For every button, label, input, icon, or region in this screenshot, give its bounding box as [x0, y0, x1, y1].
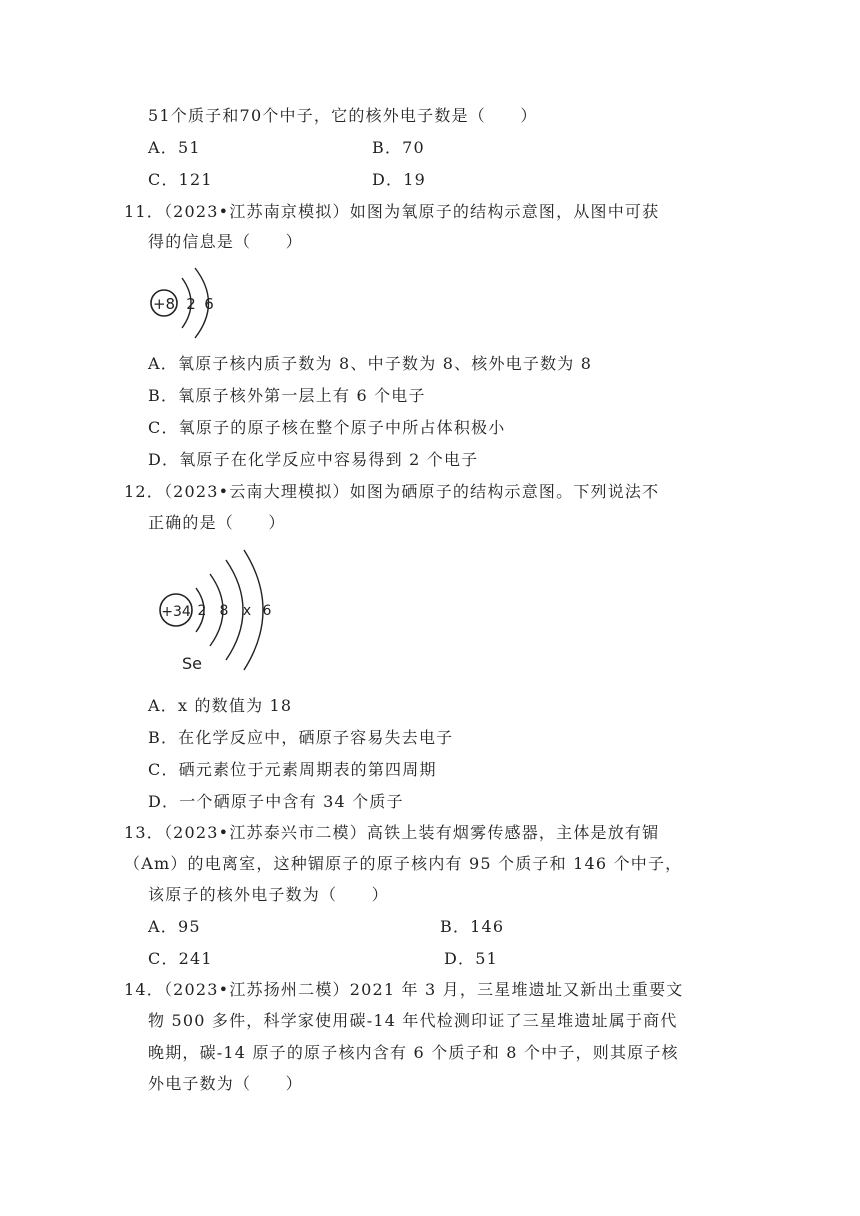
q12-option-c: C．硒元素位于元素周期表的第四周期 [148, 760, 437, 779]
q13-option-b: B．146 [440, 917, 505, 936]
q10-stem: 51个质子和70个中子，它的核外电子数是（ ） [148, 106, 538, 125]
q11-option-c: C．氧原子的原子核在整个原子中所占体积极小 [148, 418, 506, 437]
oxygen-nucleus-label: +8 [152, 295, 176, 313]
selenium-shell-3-arc [226, 560, 243, 660]
selenium-shell-2-count: 8 [219, 603, 229, 619]
q13-stem-line1: 13．（2023•江苏泰兴市二模）高铁上装有烟雾传感器，主体是放有镅 [124, 823, 660, 842]
q12-stem-line1: 12．（2023•云南大理模拟）如图为硒原子的结构示意图。下列说法不 [124, 482, 660, 501]
q13-stem-line3: 该原子的核外电子数为（ ） [148, 885, 389, 904]
q10-option-a: A．51 [148, 138, 201, 157]
q13-option-c: C．241 [148, 949, 213, 968]
selenium-shell-1-count: 2 [197, 603, 207, 619]
selenium-atom-diagram [156, 548, 280, 678]
q10-option-d: D．19 [372, 170, 426, 189]
selenium-shell-4-count: 6 [262, 603, 272, 619]
q10-option-c: C．121 [148, 170, 213, 189]
q12-option-b: B．在化学反应中，硒原子容易失去电子 [148, 728, 454, 747]
q12-option-a: A．x 的数值为 18 [148, 696, 293, 715]
q11-option-b: B．氧原子核外第一层上有 6 个电子 [148, 386, 426, 405]
q10-option-b: B．70 [372, 138, 425, 157]
oxygen-shell-1-count: 2 [186, 295, 196, 313]
q11-stem-line1: 11．（2023•江苏南京模拟）如图为氧原子的结构示意图，从图中可获 [124, 202, 660, 221]
selenium-element-symbol: Se [182, 654, 202, 673]
oxygen-atom-diagram [146, 262, 226, 344]
q12-stem-line2: 正确的是（ ） [148, 513, 286, 532]
q13-stem-line2: （Am）的电离室，这种镅原子的原子核内有 95 个质子和 146 个中子， [124, 854, 683, 873]
q14-stem-line4: 外电子数为（ ） [148, 1074, 303, 1093]
q12-option-d: D．一个硒原子中含有 34 个质子 [148, 792, 404, 811]
q14-stem-line1: 14．（2023•江苏扬州二模）2021 年 3 月，三星堆遗址又新出土重要文 [124, 980, 684, 999]
oxygen-shell-2-count: 6 [204, 295, 214, 313]
q14-stem-line3: 晚期，碳-14 原子的原子核内含有 6 个质子和 8 个中子，则其原子核 [148, 1043, 679, 1062]
q11-option-d: D．氧原子在化学反应中容易得到 2 个电子 [148, 450, 479, 469]
selenium-nucleus-label: +34 [161, 604, 191, 620]
selenium-shell-3-count: x [242, 603, 252, 619]
q14-stem-line2: 物 500 多件，科学家使用碳-14 年代检测印证了三星堆遗址属于商代 [148, 1011, 678, 1030]
q11-option-a: A．氧原子核内质子数为 8、中子数为 8、核外电子数为 8 [148, 354, 593, 373]
q11-stem-line2: 得的信息是（ ） [148, 232, 303, 251]
q13-option-a: A．95 [148, 917, 201, 936]
q13-option-d: D．51 [444, 949, 498, 968]
